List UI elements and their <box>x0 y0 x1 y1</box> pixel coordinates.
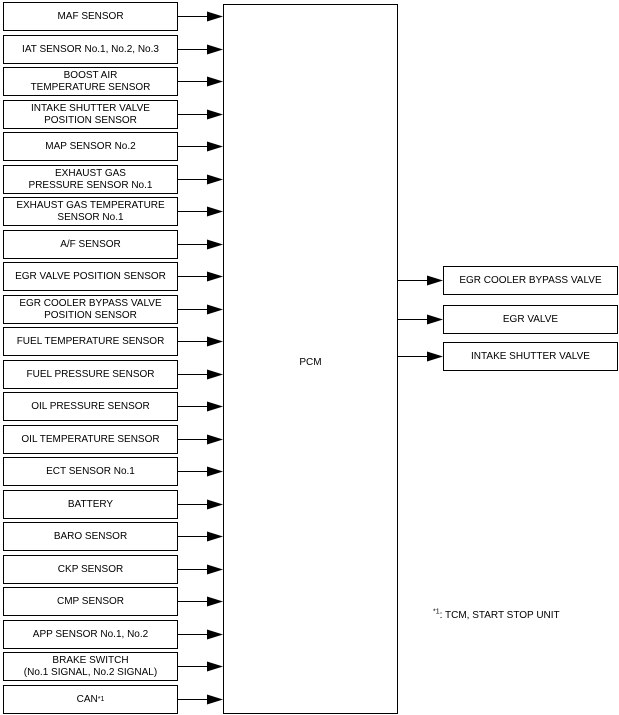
input-can-label: CAN <box>76 693 98 705</box>
output-intake-shutter-valve-arrowhead <box>427 352 443 362</box>
input-fuel-pressure-sensor-arrowhead <box>207 370 223 380</box>
input-oil-temperature-sensor-arrowhead <box>207 435 223 445</box>
input-egr-cooler-bypass-valve-position-sensor-box <box>3 295 178 324</box>
input-ckp-sensor-box <box>3 555 178 584</box>
input-intake-shutter-valve-position-sensor-box <box>3 100 178 129</box>
input-baro-sensor-box <box>3 522 178 551</box>
input-fuel-pressure-sensor-box <box>3 360 178 389</box>
output-egr-cooler-bypass-valve-label: EGR COOLER BYPASS VALVE <box>459 274 602 286</box>
output-intake-shutter-valve-label: INTAKE SHUTTER VALVE <box>471 350 590 362</box>
input-boost-air-temperature-sensor-box <box>3 67 178 96</box>
input-exhaust-gas-temperature-sensor-no-1-box <box>3 197 178 226</box>
input-iat-sensor-no-1-no-2-no-3-box <box>3 35 178 64</box>
input-intake-shutter-valve-position-sensor-label: INTAKE SHUTTER VALVE POSITION SENSOR <box>31 102 150 126</box>
input-brake-switch-no-1-signal-no-2-signal-box <box>3 652 178 681</box>
input-fuel-temperature-sensor-label: FUEL TEMPERATURE SENSOR <box>16 335 165 347</box>
input-ect-sensor-no-1-box <box>3 457 178 486</box>
input-a-f-sensor-label: A/F SENSOR <box>60 238 121 250</box>
input-exhaust-gas-pressure-sensor-no-1-arrowhead <box>207 175 223 185</box>
input-app-sensor-no-1-no-2-label: APP SENSOR No.1, No.2 <box>32 628 149 640</box>
input-exhaust-gas-temperature-sensor-no-1-label: EXHAUST GAS TEMPERATURE SENSOR No.1 <box>16 199 165 223</box>
pcm-block <box>223 4 398 714</box>
input-boost-air-temperature-sensor-arrowhead <box>207 77 223 87</box>
input-a-f-sensor-arrowhead <box>207 240 223 250</box>
input-app-sensor-no-1-no-2-arrowhead <box>207 630 223 640</box>
input-egr-valve-position-sensor-box <box>3 262 178 291</box>
input-ect-sensor-no-1-label: ECT SENSOR No.1 <box>46 465 135 477</box>
output-egr-valve-box <box>443 305 618 334</box>
input-battery-label: BATTERY <box>67 498 114 510</box>
input-egr-cooler-bypass-valve-position-sensor-arrowhead <box>207 305 223 315</box>
input-egr-valve-position-sensor-arrowhead <box>207 272 223 282</box>
output-egr-valve-label: EGR VALVE <box>502 313 559 325</box>
input-brake-switch-no-1-signal-no-2-signal-label: BRAKE SWITCH (No.1 SIGNAL, No.2 SIGNAL) <box>23 654 158 678</box>
input-map-sensor-no-2-label: MAP SENSOR No.2 <box>45 140 136 152</box>
output-egr-cooler-bypass-valve-arrowhead <box>427 276 443 286</box>
input-map-sensor-no-2-box <box>3 132 178 161</box>
input-maf-sensor-arrowhead <box>207 12 223 22</box>
input-a-f-sensor-box <box>3 230 178 259</box>
input-battery-box <box>3 490 178 519</box>
input-exhaust-gas-temperature-sensor-no-1-arrowhead <box>207 207 223 217</box>
input-cmp-sensor-label: CMP SENSOR <box>56 595 125 607</box>
input-exhaust-gas-pressure-sensor-no-1-box <box>3 165 178 194</box>
input-brake-switch-no-1-signal-no-2-signal-arrowhead <box>207 662 223 672</box>
input-battery-arrowhead <box>207 500 223 510</box>
input-ckp-sensor-arrowhead <box>207 565 223 575</box>
input-oil-pressure-sensor-label: OIL PRESSURE SENSOR <box>31 400 150 412</box>
input-oil-pressure-sensor-box <box>3 392 178 421</box>
input-can-arrowhead <box>207 695 223 705</box>
input-boost-air-temperature-sensor-label: BOOST AIR TEMPERATURE SENSOR <box>30 69 151 93</box>
input-app-sensor-no-1-no-2-box <box>3 620 178 649</box>
input-egr-valve-position-sensor-label: EGR VALVE POSITION SENSOR <box>15 270 166 282</box>
input-baro-sensor-arrowhead <box>207 532 223 542</box>
input-baro-sensor-label: BARO SENSOR <box>53 530 128 542</box>
input-oil-temperature-sensor-label: OIL TEMPERATURE SENSOR <box>21 433 160 445</box>
input-cmp-sensor-box <box>3 587 178 616</box>
input-egr-cooler-bypass-valve-position-sensor-label: EGR COOLER BYPASS VALVE POSITION SENSOR <box>19 297 162 321</box>
input-iat-sensor-no-1-no-2-no-3-arrowhead <box>207 45 223 55</box>
input-oil-temperature-sensor-box <box>3 425 178 454</box>
input-ect-sensor-no-1-arrowhead <box>207 467 223 477</box>
input-maf-sensor-box <box>3 2 178 31</box>
input-oil-pressure-sensor-arrowhead <box>207 402 223 412</box>
input-map-sensor-no-2-arrowhead <box>207 142 223 152</box>
input-fuel-temperature-sensor-arrowhead <box>207 337 223 347</box>
input-intake-shutter-valve-position-sensor-arrowhead <box>207 110 223 120</box>
input-iat-sensor-no-1-no-2-no-3-label: IAT SENSOR No.1, No.2, No.3 <box>22 43 159 55</box>
input-ckp-sensor-label: CKP SENSOR <box>57 563 124 575</box>
footnote-mark: *1 <box>433 608 440 616</box>
input-maf-sensor-label: MAF SENSOR <box>57 10 124 22</box>
output-egr-cooler-bypass-valve-box <box>443 266 618 295</box>
output-egr-valve-arrowhead <box>427 315 443 325</box>
footnote-text: : TCM, START STOP UNIT <box>439 610 560 621</box>
input-exhaust-gas-pressure-sensor-no-1-label: EXHAUST GAS PRESSURE SENSOR No.1 <box>28 167 153 191</box>
pcm-label: PCM <box>299 357 322 368</box>
input-can-box: CAN *1 <box>3 685 178 714</box>
input-fuel-pressure-sensor-label: FUEL PRESSURE SENSOR <box>26 368 155 380</box>
output-intake-shutter-valve-box <box>443 342 618 371</box>
input-fuel-temperature-sensor-box <box>3 327 178 356</box>
footnote <box>433 610 560 621</box>
input-cmp-sensor-arrowhead <box>207 597 223 607</box>
